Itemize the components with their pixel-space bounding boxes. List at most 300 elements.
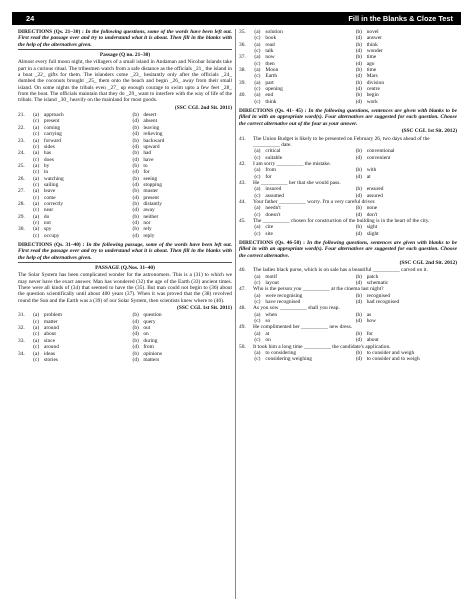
- option-label: (b): [355, 273, 362, 280]
- passage-title: PASSAGE (Q.Nos. 31–40): [95, 265, 155, 272]
- option-label: (d): [132, 232, 139, 239]
- option-d: reply: [143, 232, 155, 239]
- option-label: (c): [33, 156, 40, 163]
- option-label: (c): [33, 118, 40, 125]
- question-text: As you sow __________ shall you reap.: [253, 305, 340, 312]
- source-label: (SSC CGL 1st Sit. 2012): [401, 128, 457, 135]
- option-d: slight: [366, 230, 379, 237]
- option-c: on: [265, 337, 271, 344]
- option-label: (a): [254, 79, 261, 86]
- options-table: [239, 167, 457, 180]
- option-label: (a): [254, 54, 261, 61]
- option-a: were recognising: [265, 292, 303, 299]
- option-a: Moon: [265, 67, 279, 74]
- question-number: 32.: [18, 325, 25, 332]
- option-c: come: [43, 194, 56, 201]
- question-number: 29.: [18, 213, 25, 220]
- options-table: [239, 331, 457, 344]
- option-label: (a): [254, 148, 261, 155]
- question-row: [18, 357, 232, 363]
- question-number: 40.: [239, 92, 246, 99]
- passage-text: Almost every full moon night, the villagers of a small island in Andaman and Nicobar Islands take part in a curious ritual. The tribesmen watch from a safe distance as the officials _21_ the island in a boat _22_ gifts for them. The islanders come _23_ hesitantly only after the officials _24_ dumbed the coconuts brought _25_ them onto the beach and begin _26_ away from their small island. On some nights the tribals even _27_ up enough courage to swim upto a few feet _28_ from the boat. The officials maintain that they do _29_ want to interfere with the way of life of the tribals. The island _30_ heavily on the mainland for most goods.: [18, 59, 232, 104]
- divider-rule: [18, 262, 232, 263]
- option-b: for: [366, 330, 373, 337]
- option-label: (a): [254, 330, 261, 337]
- question-number: 44.: [239, 198, 246, 205]
- option-label: (b): [355, 79, 362, 86]
- option-label: (a): [33, 312, 40, 319]
- option-label: (c): [33, 232, 40, 239]
- question-number: 23.: [18, 137, 25, 144]
- question-text: He __________ her that she would pass.: [253, 179, 341, 186]
- option-label: (d): [132, 356, 139, 363]
- option-c: matter: [43, 318, 58, 325]
- chapter-title: Fill in the Blanks & Cloze Test: [348, 14, 453, 23]
- option-b: think: [366, 41, 378, 48]
- option-label: (b): [355, 292, 362, 299]
- question-text: The Union Budget is likely to be presented on February 26, two days ahead of the __________ date.: [253, 135, 430, 148]
- option-label: (b): [132, 112, 139, 119]
- option-label: (d): [355, 211, 362, 218]
- directions-46-50: DIRECTIONS (Qs. 46-50) : In the following questions, sentences are given with blanks to be filled in with an appropriate word(s). Four alternatives are suggested for each question. Choose the correct alternative.: [239, 240, 457, 259]
- option-a: correctly: [43, 200, 64, 207]
- option-label: (b): [355, 67, 362, 74]
- question-text-row: [239, 136, 457, 149]
- option-label: (b): [355, 167, 362, 174]
- option-b: seeing: [143, 175, 158, 182]
- directions-31-40: DIRECTIONS (Qs. 31–40) : In the following passage, some of the words have been left out. First read the passage over and try to understand what it is about. Then fill in the blanks with the help of the alternatives given.: [18, 242, 232, 261]
- option-label: (d): [355, 230, 362, 237]
- option-d: had recognised: [366, 299, 400, 306]
- option-label: (c): [33, 143, 40, 150]
- option-label: (c): [254, 98, 261, 105]
- option-label: (c): [254, 154, 261, 161]
- question-number: 39.: [239, 79, 246, 86]
- option-label: (c): [33, 219, 40, 226]
- option-c: book: [265, 35, 277, 42]
- passage-title: Passage (Q no. 21–30): [99, 52, 151, 59]
- option-label: (d): [132, 156, 139, 163]
- option-b: question: [143, 312, 162, 319]
- option-label: (a): [33, 137, 40, 144]
- option-a: around: [43, 325, 59, 332]
- option-label: (c): [254, 60, 261, 67]
- option-label: (a): [254, 273, 261, 280]
- page-number: 24: [26, 14, 35, 23]
- question-text: The __________ chosen for construction of the building is in the heart of the city.: [253, 217, 430, 224]
- option-a: problem: [43, 312, 62, 319]
- option-b: time: [366, 67, 377, 74]
- option-d: query: [143, 318, 156, 325]
- option-b: begin: [366, 92, 379, 99]
- option-c: have recognised: [265, 299, 301, 306]
- option-d: to consider and to weigh: [366, 356, 420, 363]
- option-d: nor: [143, 219, 151, 226]
- question-item: [239, 286, 457, 305]
- option-c: opening: [265, 86, 283, 93]
- option-a: part: [265, 79, 274, 86]
- option-d: ago: [366, 60, 375, 67]
- option-b: division: [366, 79, 385, 86]
- option-c: for: [265, 173, 272, 180]
- option-label: (b): [355, 330, 362, 337]
- option-c: not: [43, 219, 51, 226]
- option-b: rely: [143, 226, 152, 233]
- options-table: [239, 148, 457, 161]
- option-label: (d): [355, 356, 362, 363]
- option-b: novel: [366, 29, 379, 35]
- option-c: sides: [43, 143, 55, 150]
- option-label: (b): [355, 205, 362, 212]
- option-b: desert: [143, 112, 157, 119]
- source-label: (SSC CGL 2nd Sit. 2012): [399, 260, 457, 267]
- option-b: to: [143, 162, 148, 169]
- option-label: (d): [132, 169, 139, 176]
- option-c: think: [265, 98, 277, 105]
- option-b: had: [143, 150, 152, 157]
- option-b: muster: [143, 188, 159, 195]
- option-row: [239, 356, 457, 362]
- option-label: (b): [132, 312, 139, 319]
- option-b: distantly: [143, 200, 162, 207]
- option-label: (b): [355, 54, 362, 61]
- option-d: for: [143, 169, 150, 176]
- question-number: 27.: [18, 188, 25, 195]
- option-label: (c): [254, 86, 261, 93]
- option-label: (d): [355, 318, 362, 325]
- option-b: recognised: [366, 292, 391, 299]
- question-number: 30.: [18, 226, 25, 233]
- option-a: approach: [43, 112, 64, 119]
- option-label: (c): [254, 73, 261, 80]
- option-d: stopping: [143, 181, 162, 188]
- option-label: (c): [33, 207, 40, 214]
- question-number: 35.: [239, 29, 246, 35]
- option-label: (d): [355, 173, 362, 180]
- option-a: motif: [265, 273, 278, 280]
- options-table: [239, 293, 457, 306]
- option-label: (d): [132, 131, 139, 138]
- option-b: neither: [143, 213, 159, 220]
- questions-41-45: [239, 136, 457, 238]
- passage-text: The Solar System has been complicated wonder for the astronomers. This is a (31) to which we may never have the exact answer. Man has wondered (32) the age of the Earth (33) ancient times. There were all kinds of (34) that seemed to have the (35). But man could not begin to (36) about the question scientifically until about 400 years (37). When it was proved that the (38) revolved round the Sun and the Earth was a (39) of our Solar System, then scientists knew where to (40).: [18, 272, 232, 304]
- question-item: [239, 199, 457, 218]
- option-label: (d): [132, 194, 139, 201]
- option-a: by: [43, 162, 50, 169]
- question-text-row: [239, 286, 457, 292]
- question-number: 50.: [239, 343, 246, 350]
- option-c: about: [43, 331, 56, 338]
- question-text: I am sorry __________ the mistake.: [253, 160, 331, 167]
- question-number: 28.: [18, 200, 25, 207]
- option-label: (d): [355, 154, 362, 161]
- option-label: (c): [33, 318, 40, 325]
- option-label: (d): [132, 143, 139, 150]
- option-c: Earth: [265, 73, 278, 80]
- option-a: coming: [43, 124, 61, 131]
- option-label: (c): [254, 337, 261, 344]
- option-label: (d): [132, 219, 139, 226]
- option-c: considering weighing: [265, 356, 312, 363]
- option-label: (d): [355, 35, 362, 42]
- question-number: 36.: [239, 41, 246, 48]
- question-text: It took him a long time __________ the candidate's application.: [253, 343, 391, 350]
- question-item: [239, 305, 457, 324]
- option-d: assured: [366, 192, 383, 199]
- option-label: (c): [254, 280, 261, 287]
- option-label: (a): [254, 41, 261, 48]
- option-label: (d): [355, 337, 362, 344]
- column-divider: [235, 29, 236, 599]
- option-label: (a): [33, 325, 40, 332]
- question-item: [239, 218, 457, 237]
- option-c: talk: [265, 48, 274, 55]
- option-label: (a): [33, 337, 40, 344]
- option-a: cite: [265, 224, 274, 231]
- question-text: Your father __________ worry. I'm a very careful driver.: [253, 198, 376, 205]
- option-d: how: [366, 318, 376, 325]
- option-label: (c): [33, 169, 40, 176]
- option-label: (a): [33, 112, 40, 119]
- option-b: opinions: [143, 350, 162, 357]
- options-table-35-40: [239, 29, 457, 105]
- option-label: (a): [33, 124, 40, 131]
- option-d: work: [366, 98, 378, 105]
- option-label: (c): [33, 131, 40, 138]
- option-label: (a): [254, 292, 261, 299]
- option-label: (d): [355, 86, 362, 93]
- question-number: 38.: [239, 67, 246, 74]
- spacer: [18, 357, 33, 363]
- page-header: [12, 12, 461, 25]
- option-a: read: [265, 41, 275, 48]
- option-label: (b): [132, 226, 139, 233]
- option-label: (b): [132, 350, 139, 357]
- option-label: (d): [355, 60, 362, 67]
- option-c: in: [43, 169, 49, 176]
- option-label: (c): [254, 192, 261, 199]
- option-d: on: [143, 331, 149, 338]
- option-a: since: [43, 337, 55, 344]
- option-a: watching: [43, 175, 64, 182]
- option-label: (a): [254, 349, 261, 356]
- option-d: answer: [366, 35, 382, 42]
- option-label: (d): [132, 207, 139, 214]
- question-number: 21.: [18, 112, 25, 119]
- options-table: [239, 350, 457, 363]
- question-number: 22.: [18, 124, 25, 131]
- question-text: The ladies black purse, which is on sale has a beautiful __________ carved on it.: [253, 267, 428, 274]
- option-b: none: [366, 205, 378, 212]
- option-d: have: [143, 156, 154, 163]
- option-d: from: [143, 344, 154, 351]
- option-b: out: [143, 325, 151, 332]
- option-a: ideas: [43, 350, 55, 357]
- option-d: schematic: [366, 280, 389, 287]
- divider-rule: [18, 49, 232, 50]
- directions-41-45: DIRECTIONS (Qs. 41- 45) : In the following questions, sentences are given with blanks to be filled in with an appropriate word(s). Four alternatives are suggested for each question. Choose the correct alternative out of the four as your answer.: [239, 108, 457, 127]
- option-label: (b): [355, 311, 362, 318]
- options-table: [239, 274, 457, 287]
- question-number: 37.: [239, 54, 246, 61]
- option-b: sight: [366, 224, 378, 231]
- option-label: (a): [33, 350, 40, 357]
- option-label: (c): [254, 230, 261, 237]
- option-c: stories: [43, 356, 58, 363]
- option-label: (a): [33, 175, 40, 182]
- option-c: carrying: [43, 131, 62, 138]
- option-label: (b): [355, 41, 362, 48]
- question-number: 24.: [18, 150, 25, 157]
- option-label: (c): [33, 356, 40, 363]
- option-c: sailing: [43, 181, 59, 188]
- option-a: now: [265, 54, 275, 61]
- question-item: [239, 161, 457, 180]
- question-item: [239, 344, 457, 363]
- question-number: 33.: [18, 337, 25, 344]
- option-label: (a): [254, 205, 261, 212]
- option-d: upward: [143, 143, 160, 150]
- question-item: [239, 324, 457, 343]
- option-d: present: [143, 194, 159, 201]
- option-label: (c): [254, 48, 261, 55]
- option-label: (d): [132, 118, 139, 125]
- option-label: (c): [254, 211, 261, 218]
- question-number: 26.: [18, 175, 25, 182]
- question-text-row: [239, 305, 457, 311]
- option-c: site: [265, 230, 273, 237]
- options-table: [239, 205, 457, 218]
- option-label: (b): [355, 148, 362, 155]
- option-a: end: [265, 92, 274, 99]
- options-table-21-30: [18, 112, 232, 239]
- source-label: (SSC CGL 2nd Sit. 2011): [174, 104, 232, 111]
- option-a: solution: [265, 29, 283, 35]
- option-d: about: [366, 337, 379, 344]
- option-label: (c): [254, 299, 261, 306]
- question-text-row: [239, 324, 457, 330]
- option-b: with: [366, 167, 377, 174]
- option-label: (d): [355, 98, 362, 105]
- option-label: (a): [254, 167, 261, 174]
- option-a: from: [265, 167, 276, 174]
- questions-46-50: [239, 267, 457, 362]
- question-number: 47.: [239, 286, 246, 293]
- option-c: occupy: [43, 232, 60, 239]
- question-number: 45.: [239, 217, 246, 224]
- question-number: 43.: [239, 179, 246, 186]
- option-label: (b): [132, 337, 139, 344]
- option-label: (c): [254, 173, 261, 180]
- option-label: (a): [254, 311, 261, 318]
- options-table-31-34: [18, 312, 232, 363]
- option-label: (a): [33, 213, 40, 220]
- option-b: as: [366, 311, 372, 318]
- option-d: convenient: [366, 154, 391, 161]
- option-label: (a): [33, 162, 40, 169]
- option-d: Mars: [366, 73, 378, 80]
- option-label: (b): [132, 124, 139, 131]
- option-c: suitable: [265, 154, 283, 161]
- option-label: (a): [254, 224, 261, 231]
- option-label: (d): [355, 299, 362, 306]
- option-label: (a): [33, 200, 40, 207]
- question-item: [239, 136, 457, 161]
- option-label: (a): [33, 150, 40, 157]
- option-label: (a): [254, 92, 261, 99]
- question-text: Who is the person you __________ at the cinema last night?: [253, 286, 384, 293]
- option-d: don't: [366, 211, 378, 218]
- option-a: when: [265, 311, 278, 318]
- option-label: (b): [355, 349, 362, 356]
- option-d: at: [366, 173, 371, 180]
- option-label: (c): [33, 331, 40, 338]
- option-label: (c): [254, 35, 261, 42]
- question-text-row: [239, 267, 457, 273]
- option-b: to consider and weigh: [366, 349, 415, 356]
- option-c: around: [43, 344, 59, 351]
- option-c: layout: [265, 280, 279, 287]
- question-number: 46.: [239, 267, 246, 274]
- option-b: time: [366, 54, 377, 61]
- question-number: 41.: [239, 135, 246, 142]
- option-b: during: [143, 337, 158, 344]
- directions-21-30: DIRECTIONS (Qs. 21–30) : In the following questions, some of the words have been left out. First read the passage over and try to understand what it is about. Then fill in the blanks with the help of the alternatives given.: [18, 29, 232, 48]
- option-d: relieving: [143, 131, 163, 138]
- option-d: wonder: [366, 48, 383, 55]
- option-label: (b): [355, 186, 362, 193]
- option-label: (a): [254, 186, 261, 193]
- option-b: ensured: [366, 186, 384, 193]
- option-label: (d): [355, 280, 362, 287]
- option-label: (b): [355, 92, 362, 99]
- question-number: 25.: [18, 162, 25, 169]
- source-label: (SSC CGL 1st Sit. 2011): [177, 305, 232, 312]
- option-label: (d): [355, 73, 362, 80]
- option-label: (b): [132, 162, 139, 169]
- option-d: matters: [143, 356, 160, 363]
- option-a: do: [43, 213, 50, 220]
- question-number: 42.: [239, 160, 246, 167]
- option-c: doesn't: [265, 211, 281, 218]
- options-table: [239, 312, 457, 325]
- options-table: [239, 224, 457, 237]
- question-number: 34.: [18, 350, 25, 357]
- right-column: [239, 29, 457, 363]
- option-b: patch: [366, 273, 379, 280]
- option-a: has: [43, 150, 52, 157]
- option-a: spy: [43, 226, 52, 233]
- option-label: (b): [132, 137, 139, 144]
- option-a: critical: [265, 148, 281, 155]
- spacer: [239, 356, 254, 362]
- option-label: (d): [132, 181, 139, 188]
- question-item: [239, 267, 457, 286]
- option-label: (b): [132, 175, 139, 182]
- option-label: (b): [132, 213, 139, 220]
- option-label: (b): [132, 188, 139, 195]
- option-label: (c): [33, 181, 40, 188]
- option-label: (b): [355, 29, 362, 35]
- option-a: insured: [265, 186, 282, 193]
- option-label: (d): [355, 48, 362, 55]
- question-text: He complimented her __________ new dress.: [253, 324, 353, 331]
- option-c: then: [265, 60, 275, 67]
- option-label: (d): [132, 331, 139, 338]
- option-label: (d): [132, 318, 139, 325]
- option-a: forward: [43, 137, 61, 144]
- option-a: leave: [43, 188, 56, 195]
